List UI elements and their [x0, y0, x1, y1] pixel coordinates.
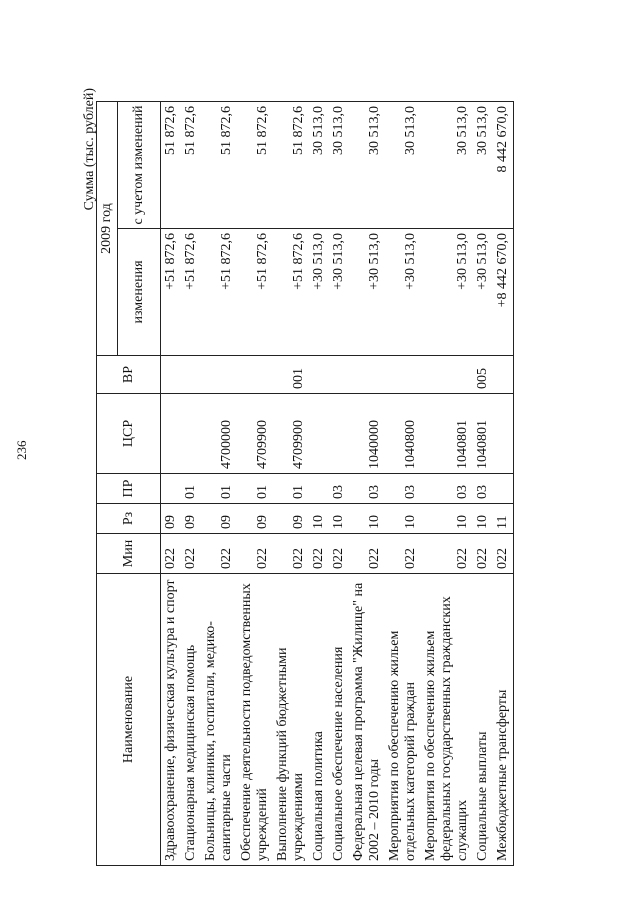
table-row: [493, 102, 514, 866]
row-csr: [329, 394, 349, 474]
row-csr: 4709900: [237, 394, 273, 474]
row-name: Межбюджетные трансферты: [493, 574, 514, 866]
row-vr: [161, 356, 182, 394]
header-changes: изменения: [118, 229, 161, 356]
row-min: 022: [161, 534, 182, 574]
row-name: Выполнение функций бюджетными учреждениями: [273, 574, 309, 866]
row-change: +8 442 670,0: [493, 229, 514, 356]
row-pr: [161, 474, 182, 504]
table-row: [421, 102, 473, 866]
row-pr: 01: [273, 474, 309, 504]
row-min: 022: [309, 534, 329, 574]
table-row: [473, 102, 493, 866]
header-name: Наименование: [97, 574, 161, 866]
header-pr: ПР: [97, 474, 161, 504]
row-csr: [309, 394, 329, 474]
row-total: 30 513,0: [421, 102, 473, 229]
row-rz: 09: [201, 504, 237, 534]
row-pr: 01: [201, 474, 237, 504]
row-name: Федеральная целевая программа "Жилище" на 2002 – 2010 годы: [349, 574, 385, 866]
table-row: [349, 102, 385, 866]
table-row: [161, 102, 182, 866]
row-total: 51 872,6: [181, 102, 201, 229]
row-vr: [181, 356, 201, 394]
row-name: Мероприятия по обеспечению жильем федеральных государственных гражданских служащих: [421, 574, 473, 866]
table-row: [273, 102, 309, 866]
budget-table: [96, 101, 514, 866]
row-min: 022: [181, 534, 201, 574]
table-row: [385, 102, 421, 866]
row-name: Больницы, клиники, госпитали, медико-санитарные части: [201, 574, 237, 866]
row-csr: [161, 394, 182, 474]
row-name: Социальные выплаты: [473, 574, 493, 866]
row-rz: 10: [329, 504, 349, 534]
row-pr: 03: [473, 474, 493, 504]
row-min: 022: [237, 534, 273, 574]
row-vr: [421, 356, 473, 394]
row-change: +51 872,6: [237, 229, 273, 356]
row-total: 51 872,6: [237, 102, 273, 229]
header-rz: Рз: [97, 504, 161, 534]
row-vr: [201, 356, 237, 394]
table-row: [329, 102, 349, 866]
row-csr: [493, 394, 514, 474]
row-total: 30 513,0: [385, 102, 421, 229]
row-csr: 1040800: [385, 394, 421, 474]
row-rz: 10: [349, 504, 385, 534]
table-row: [181, 102, 201, 866]
row-rz: 09: [161, 504, 182, 534]
row-csr: 4709900: [273, 394, 309, 474]
row-rz: 10: [421, 504, 473, 534]
row-change: +51 872,6: [181, 229, 201, 356]
row-rz: 09: [273, 504, 309, 534]
row-change: +30 513,0: [473, 229, 493, 356]
row-min: 022: [421, 534, 473, 574]
table-row: [237, 102, 273, 866]
row-pr: [309, 474, 329, 504]
row-pr: 03: [385, 474, 421, 504]
table-row: [309, 102, 329, 866]
row-name: Мероприятия по обеспечению жильем отдельных категорий граждан: [385, 574, 421, 866]
row-min: 022: [201, 534, 237, 574]
row-rz: 11: [493, 504, 514, 534]
row-min: 022: [385, 534, 421, 574]
row-vr: [385, 356, 421, 394]
row-total: 8 442 670,0: [493, 102, 514, 229]
row-total: 30 513,0: [349, 102, 385, 229]
units-caption: Сумма (тыс. рублей): [82, 88, 97, 211]
row-total: 30 513,0: [473, 102, 493, 229]
row-name: Социальное обеспечение населения: [329, 574, 349, 866]
row-vr: 001: [273, 356, 309, 394]
row-min: 022: [493, 534, 514, 574]
page-number: 236: [14, 440, 29, 460]
row-change: +30 513,0: [349, 229, 385, 356]
row-change: +30 513,0: [329, 229, 349, 356]
row-name: Здравоохранение, физическая культура и спорт: [161, 574, 182, 866]
header-with-changes: с учетом изменений: [118, 102, 161, 229]
row-total: 51 872,6: [273, 102, 309, 229]
row-name: Социальная политика: [309, 574, 329, 866]
row-name: Обеспечение деятельности подведомственных учреждений: [237, 574, 273, 866]
row-vr: [309, 356, 329, 394]
row-pr: [493, 474, 514, 504]
row-csr: [181, 394, 201, 474]
header-year: 2009 год: [97, 102, 118, 356]
header-csr: ЦСР: [97, 394, 161, 474]
row-csr: 4700000: [201, 394, 237, 474]
row-rz: 10: [473, 504, 493, 534]
row-vr: [329, 356, 349, 394]
row-pr: 03: [421, 474, 473, 504]
row-csr: 1040801: [473, 394, 493, 474]
row-min: 022: [329, 534, 349, 574]
row-total: 30 513,0: [309, 102, 329, 229]
row-vr: 005: [473, 356, 493, 394]
row-pr: 01: [237, 474, 273, 504]
row-total: 30 513,0: [329, 102, 349, 229]
row-change: +30 513,0: [421, 229, 473, 356]
header-min: Мин: [97, 534, 161, 574]
header-vr: ВР: [97, 356, 161, 394]
row-pr: 03: [349, 474, 385, 504]
row-total: 51 872,6: [161, 102, 182, 229]
row-change: +30 513,0: [309, 229, 329, 356]
row-rz: 10: [385, 504, 421, 534]
row-min: 022: [349, 534, 385, 574]
row-csr: 1040000: [349, 394, 385, 474]
row-total: 51 872,6: [201, 102, 237, 229]
row-rz: 10: [309, 504, 329, 534]
row-change: +51 872,6: [273, 229, 309, 356]
row-vr: [493, 356, 514, 394]
row-rz: 09: [181, 504, 201, 534]
row-change: +51 872,6: [201, 229, 237, 356]
row-pr: 03: [329, 474, 349, 504]
row-name: Стационарная медицинская помощь: [181, 574, 201, 866]
row-csr: 1040801: [421, 394, 473, 474]
row-rz: 09: [237, 504, 273, 534]
row-min: 022: [473, 534, 493, 574]
table-row: [201, 102, 237, 866]
row-min: 022: [273, 534, 309, 574]
budget-table-body: [161, 102, 514, 866]
row-pr: 01: [181, 474, 201, 504]
row-change: +51 872,6: [161, 229, 182, 356]
row-vr: [237, 356, 273, 394]
row-change: +30 513,0: [385, 229, 421, 356]
row-vr: [349, 356, 385, 394]
